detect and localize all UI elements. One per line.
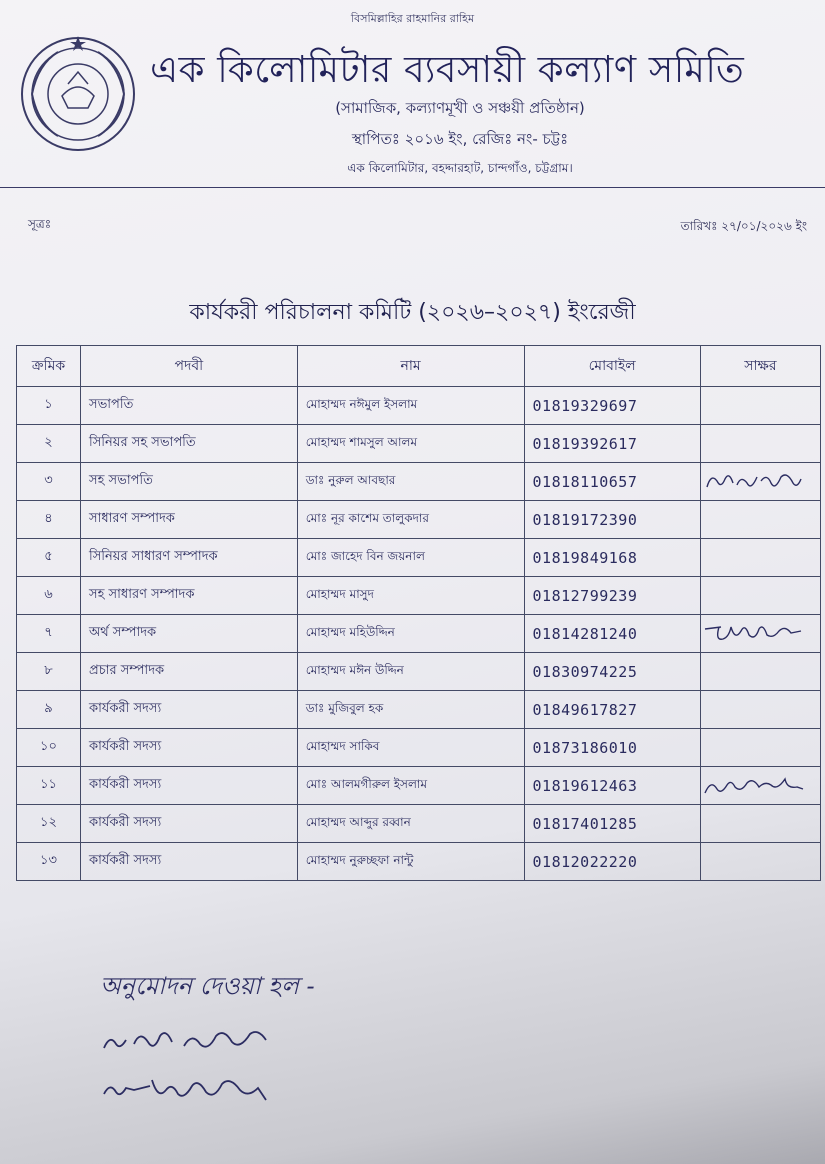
designation-cell: কার্যকরী সদস্য <box>81 843 298 881</box>
table-row <box>17 425 821 463</box>
establishment-info: স্থাপিতঃ ২০১৬ ইং, রেজিঃ নং- চট্টঃ <box>351 130 569 148</box>
signature-cell <box>700 805 820 843</box>
reference-label: সূত্রঃ <box>28 217 52 231</box>
date-text: তারিখঃ ২৭/০১/২০২৬ ইং <box>680 219 807 233</box>
table-row <box>17 805 821 843</box>
mobile-cell: 01819612463 <box>524 767 700 805</box>
designation-cell: সভাপতি <box>81 387 298 425</box>
signature-cell <box>700 843 820 881</box>
signature-cell <box>700 501 820 539</box>
table-row <box>17 463 821 501</box>
serial-cell: ৬ <box>17 577 81 615</box>
table-header-row <box>17 346 821 387</box>
table-row <box>17 577 821 615</box>
serial-cell: ১১ <box>17 767 81 805</box>
approval-signature-2 <box>100 1060 300 1110</box>
table-row <box>17 501 821 539</box>
designation-cell: কার্যকরী সদস্য <box>81 729 298 767</box>
table-row <box>17 729 821 767</box>
signature-cell <box>700 653 820 691</box>
designation-cell: সহ সভাপতি <box>81 463 298 501</box>
name-cell: মোঃ আলমগীরুল ইসলাম <box>297 767 524 805</box>
serial-cell: ৯ <box>17 691 81 729</box>
committee-table <box>16 345 821 881</box>
handwritten-signature <box>701 467 805 497</box>
name-cell: মোহাম্মদ নঈমুল ইসলাম <box>297 387 524 425</box>
name-cell: মোঃ নূর কাশেম তালুকদার <box>297 501 524 539</box>
mobile-cell: 01849617827 <box>524 691 700 729</box>
designation-cell: কার্যকরী সদস্য <box>81 767 298 805</box>
serial-cell: ৭ <box>17 615 81 653</box>
signature-cell <box>700 615 820 653</box>
organization-name: এক কিলোমিটার ব্যবসায়ী কল্যাণ সমিতি <box>150 48 745 91</box>
mobile-cell: 01812022220 <box>524 843 700 881</box>
header-divider <box>0 187 825 188</box>
header-name: নাম <box>297 346 524 387</box>
signature-cell <box>700 729 820 767</box>
signature-cell <box>700 387 820 425</box>
designation-cell: সিনিয়র সাধারণ সম্পাদক <box>81 539 298 577</box>
mobile-cell: 01819849168 <box>524 539 700 577</box>
signature-cell <box>700 577 820 615</box>
mobile-cell: 01819172390 <box>524 501 700 539</box>
header-signature: সাক্ষর <box>700 346 820 387</box>
table-row <box>17 653 821 691</box>
handwritten-signature <box>701 771 805 801</box>
serial-cell: ১৩ <box>17 843 81 881</box>
mobile-cell: 01812799239 <box>524 577 700 615</box>
table-row <box>17 539 821 577</box>
mobile-cell: 01819392617 <box>524 425 700 463</box>
designation-cell: কার্যকরী সদস্য <box>81 691 298 729</box>
name-cell: ডাঃ মুজিবুল হক <box>297 691 524 729</box>
designation-cell: অর্থ সম্পাদক <box>81 615 298 653</box>
table-row <box>17 691 821 729</box>
serial-cell: ৮ <box>17 653 81 691</box>
serial-cell: ৩ <box>17 463 81 501</box>
header-serial: ক্রমিক <box>17 346 81 387</box>
mobile-cell: 01817401285 <box>524 805 700 843</box>
serial-cell: ১০ <box>17 729 81 767</box>
mobile-cell: 01814281240 <box>524 615 700 653</box>
name-cell: মোহাম্মদ শামসুল আলম <box>297 425 524 463</box>
designation-cell: সহ সাধারণ সম্পাদক <box>81 577 298 615</box>
name-cell: ডাঃ নুরুল আবছার <box>297 463 524 501</box>
table-row <box>17 767 821 805</box>
mobile-cell: 01819329697 <box>524 387 700 425</box>
organization-address: এক কিলোমিটার, বহদ্দারহাট, চান্দগাঁও, চট্টগ্রাম। <box>347 161 573 175</box>
designation-cell: সাধারণ সম্পাদক <box>81 501 298 539</box>
serial-cell: ৫ <box>17 539 81 577</box>
name-cell: মোহাম্মদ আব্দুর রব্বান <box>297 805 524 843</box>
document-title: কার্যকরী পরিচালনা কমিটি (২০২৬–২০২৭) ইংরেজী <box>189 300 636 325</box>
table-row <box>17 615 821 653</box>
table-row <box>17 387 821 425</box>
name-cell: মোহাম্মদ মহিউদ্দিন <box>297 615 524 653</box>
name-cell: মোঃ জাহেদ বিন জয়নাল <box>297 539 524 577</box>
designation-cell: সিনিয়র সহ সভাপতি <box>81 425 298 463</box>
serial-cell: ২ <box>17 425 81 463</box>
table-row <box>17 843 821 881</box>
name-cell: মোহাম্মদ মাসুদ <box>297 577 524 615</box>
name-cell: মোহাম্মদ সাকিব <box>297 729 524 767</box>
bismillah-text: বিসমিল্লাহির রাহমানির রাহিম <box>350 12 475 25</box>
mobile-cell: 01873186010 <box>524 729 700 767</box>
mobile-cell: 01830974225 <box>524 653 700 691</box>
organization-subtitle: (সামাজিক, কল্যাণমূখী ও সঞ্চয়ী প্রতিষ্ঠান) <box>335 99 585 117</box>
approval-signature-1 <box>100 1020 320 1062</box>
signature-cell <box>700 691 820 729</box>
signature-cell <box>700 767 820 805</box>
signature-cell <box>700 425 820 463</box>
header-designation: পদবী <box>81 346 298 387</box>
name-cell: মোহাম্মদ মঈন উদ্দিন <box>297 653 524 691</box>
name-cell: মোহাম্মদ নুরুচ্ছফা নান্টু <box>297 843 524 881</box>
signature-cell <box>700 463 820 501</box>
header-mobile: মোবাইল <box>524 346 700 387</box>
designation-cell: প্রচার সম্পাদক <box>81 653 298 691</box>
approval-note: অনুমোদন দেওয়া হল - <box>100 972 315 1000</box>
serial-cell: ৪ <box>17 501 81 539</box>
serial-cell: ১২ <box>17 805 81 843</box>
handwritten-signature <box>701 619 805 649</box>
signature-cell <box>700 539 820 577</box>
designation-cell: কার্যকরী সদস্য <box>81 805 298 843</box>
serial-cell: ১ <box>17 387 81 425</box>
mobile-cell: 01818110657 <box>524 463 700 501</box>
